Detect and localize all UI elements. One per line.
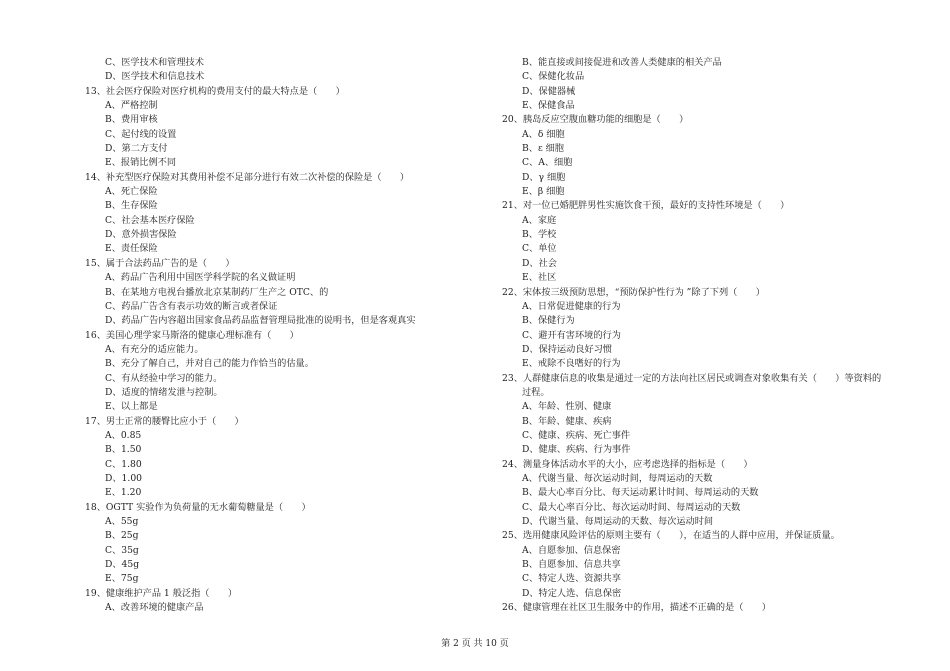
answer-option: E、社区	[522, 272, 557, 284]
left-column	[85, 56, 505, 615]
answer-option: B、ε 细胞	[522, 143, 564, 155]
answer-option: D、代谢当量、每周运动的天数、每次运动时间	[522, 516, 714, 527]
question-stem: 21、对一位已婚肥胖男性实施饮食干预，最好的支持性环境是（ ）	[502, 200, 790, 212]
answer-option: D、1.00	[105, 472, 143, 484]
answer-option: E、以上都是	[105, 401, 158, 413]
question-stem: 25、选用健康风险评估的原则主要有（ ），在适当的人群中应用，并保证质量。	[502, 530, 840, 542]
answer-option: A、家庭	[522, 214, 557, 226]
answer-option: C、健康、疾病、死亡事件	[522, 429, 631, 441]
answer-option: C、单位	[522, 243, 557, 255]
answer-option: A、有充分的适应能力。	[105, 343, 204, 355]
answer-option: D、健康、疾病、行为事件	[522, 444, 631, 456]
answer-option: E、1.20	[105, 487, 142, 499]
answer-option: C、避开有害环境的行为	[522, 329, 621, 341]
question-stem: 24、测量身体活动水平的大小，应考虑选择的指标是（ ）	[502, 458, 753, 470]
answer-option: D、社会	[522, 257, 557, 269]
answer-option: E、75g	[105, 573, 139, 585]
answer-option: B、1.50	[105, 444, 142, 456]
answer-option: D、医学技术和信息技术	[105, 71, 205, 83]
question-stem: 18、OGTT 实验作为负荷量的无水葡萄糖量是（ ）	[85, 501, 311, 513]
answer-option: A、δ 细胞	[522, 128, 565, 140]
answer-option: E、报销比例不同	[105, 157, 177, 169]
question-stem-continued: 过程。	[522, 386, 550, 398]
answer-option: C、35g	[105, 544, 139, 556]
answer-option: A、改善环境的健康产品	[105, 602, 204, 614]
answer-option: C、保健化妆品	[522, 71, 585, 83]
answer-option: C、最大心率百分比、每次运动时间、每周运动的天数	[522, 501, 741, 513]
answer-option: C、起付线的设置	[105, 128, 177, 140]
answer-option: D、保健器械	[522, 85, 576, 97]
answer-option: E、责任保险	[105, 243, 158, 255]
answer-option: B、最大心率百分比、每天运动累计时间、每周运动的天数	[522, 487, 759, 499]
answer-option: D、药品广告内容超出国家食品药品监督管理局批准的说明书，但是客观真实	[105, 315, 416, 327]
question-stem: 17、男士正常的腰臀比应小于（ ）	[85, 415, 244, 427]
answer-option: E、保健食品	[522, 100, 575, 112]
question-stem: 16、美国心理学家马斯洛的健康心理标准有（ ）	[85, 329, 299, 341]
question-stem: 13、社会医疗保险对医疗机构的费用支付的最大特点是（ ）	[85, 85, 345, 97]
answer-option: D、保持运动良好习惯	[522, 343, 613, 355]
answer-option: A、死亡保险	[105, 186, 158, 198]
answer-option: A、自愿参加、信息保密	[522, 544, 621, 556]
answer-option: B、保健行为	[522, 315, 575, 327]
answer-option: D、特定人选、信息保密	[522, 587, 622, 599]
answer-option: A、严格控制	[105, 100, 158, 112]
page-number-footer: 第 2 页 共 10 页	[441, 639, 509, 649]
answer-option: E、β 细胞	[522, 186, 565, 198]
answer-option: E、戒除不良嗜好的行为	[522, 358, 621, 370]
answer-option: A、日常促进健康的行为	[522, 300, 621, 312]
answer-option: B、25g	[105, 530, 139, 542]
question-stem: 23、人群健康信息的收集是通过一定的方法向社区居民或调查对象收集有关（ ）等资料的	[502, 372, 882, 384]
question-stem: 26、健康管理在社区卫生服务中的作用，描述不正确的是（ ）	[502, 602, 771, 614]
answer-option: A、0.85	[105, 429, 142, 441]
answer-option: D、45g	[105, 559, 140, 571]
answer-option: C、医学技术和管理技术	[105, 57, 204, 68]
answer-option: B、在某地方电视台播放北京某制药厂生产之 OTC、的	[105, 286, 329, 298]
question-stem: 19、健康维护产品 1 般泛指（ ）	[85, 587, 238, 599]
answer-option: B、能直接或间接促进和改善人类健康的相关产品	[522, 57, 722, 68]
answer-option: A、代谢当量、每次运动时间，每周运动的天数	[522, 472, 713, 484]
answer-option: D、意外损害保险	[105, 229, 177, 241]
answer-option: C、有从经验中学习的能力。	[105, 372, 223, 384]
answer-option: D、适度的情绪发泄与控制。	[105, 386, 223, 398]
answer-option: B、学校	[522, 229, 557, 241]
answer-option: B、自愿参加、信息共享	[522, 559, 621, 571]
question-stem: 15、属于合法药品广告的是（ ）	[85, 257, 235, 269]
answer-option: A、年龄、性别、健康	[522, 401, 612, 413]
answer-option: C、社会基本医疗保险	[105, 214, 195, 226]
answer-option: C、A、细胞	[522, 157, 573, 169]
answer-option: C、1.80	[105, 458, 142, 470]
right-column	[502, 56, 922, 615]
answer-option: D、第二方支付	[105, 143, 168, 155]
answer-option: B、费用审核	[105, 114, 158, 126]
answer-option: B、生存保险	[105, 200, 158, 212]
answer-option: C、特定人选、资源共享	[522, 573, 621, 585]
question-stem: 20、胰岛反应空腹血糖功能的细胞是（ ）	[502, 114, 689, 126]
answer-option: D、γ 细胞	[522, 171, 566, 183]
question-stem: 22、宋体按三级预防思想，“预防保护性行为 ”除了下列（ ）	[502, 286, 765, 298]
answer-option: B、充分了解自己，并对自己的能力作恰当的估量。	[105, 358, 314, 370]
answer-option: C、药品广告含有表示功效的断言或者保证	[105, 300, 278, 312]
answer-option: B、年龄、健康、疾病	[522, 415, 612, 427]
answer-option: A、55g	[105, 516, 139, 527]
answer-option: A、药品广告利用中国医学科学院的名义做证明	[105, 272, 296, 284]
question-stem: 14、补充型医疗保险对其费用补偿不足部分进行有效二次补偿的保险是（ ）	[85, 171, 410, 183]
